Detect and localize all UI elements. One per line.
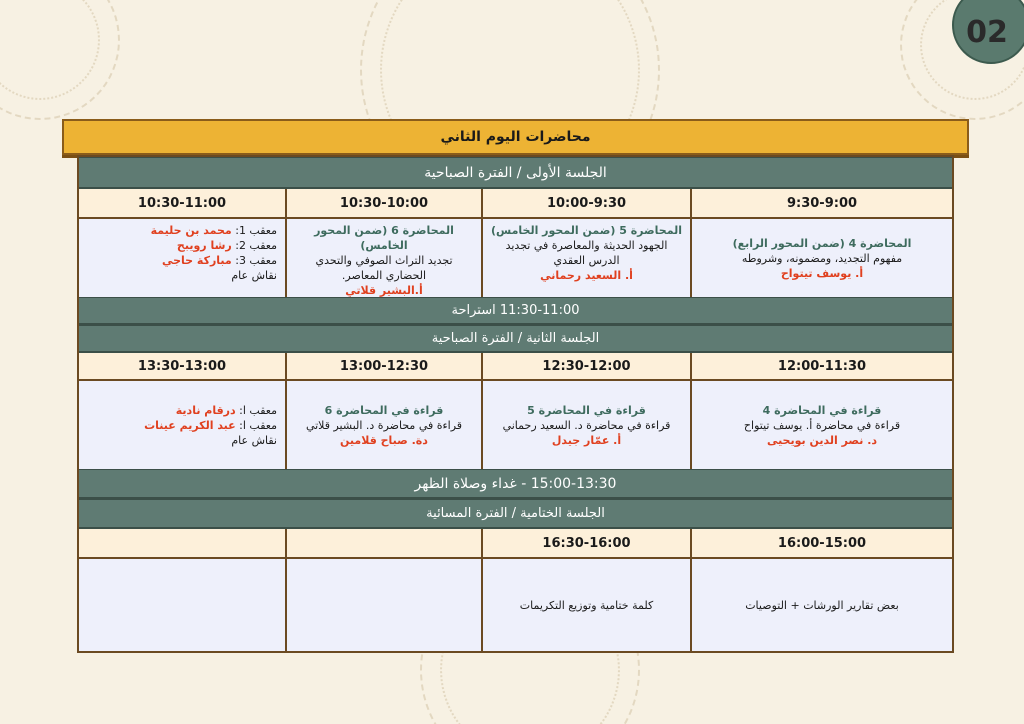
closing-text: كلمة ختامية وتوزيع التكريمات: [519, 598, 654, 612]
reading-speaker: أ. عمّار جيدل: [551, 433, 622, 447]
time-cell: 12:00-11:30: [690, 353, 952, 381]
time-cell: 16:30-16:00: [481, 529, 690, 559]
session2-times-row: [79, 353, 952, 381]
reading-speaker: د. نصر الدين بويحيى: [766, 433, 878, 447]
time-cell: 9:30-9:00: [690, 189, 952, 219]
session1-times-row: [79, 189, 952, 219]
reading-heading: قراءة في المحاضرة 5: [527, 403, 646, 417]
page-title: محاضرات اليوم الثاني: [62, 119, 969, 155]
lecture-text: تجديد التراث الصوفي والتحدي الحضاري المعاصر.: [315, 254, 453, 282]
lecture-speaker: أ. السعيد رحماني: [540, 269, 633, 282]
page-number-badge: 02: [952, 0, 1024, 64]
discussant-name: رشا رويبح: [176, 239, 232, 252]
lecture-cell: [481, 219, 690, 297]
session1-header: الجلسة الأولى / الفترة الصباحية: [79, 157, 952, 189]
session3-times-row: [79, 529, 952, 559]
discussant-name: عبد الكريم عينات: [144, 418, 236, 432]
time-cell: 16:00-15:00: [690, 529, 952, 559]
reading-heading: قراءة في المحاضرة 6: [324, 403, 444, 417]
discussant-label: معقب ا:: [235, 418, 277, 432]
discussant-label: معقب 3:: [231, 254, 277, 267]
lecture-heading: المحاضرة 4 (ضمن المحور الرابع): [732, 236, 912, 250]
time-cell: [285, 529, 481, 559]
time-cell: 13:30-13:00: [79, 353, 285, 381]
schedule-table: [77, 155, 954, 653]
discussant-name: مباركة حاجي: [161, 254, 232, 267]
break-band: 11:30-11:00 استراحة: [79, 297, 952, 325]
session1-content-row: [79, 219, 952, 297]
discussant-name: درقام نادية: [175, 403, 236, 417]
lunch-band: 15:00-13:30 - غداء وصلاة الظهر: [79, 469, 952, 499]
empty-cell: [79, 559, 285, 651]
time-cell: [79, 529, 285, 559]
discussant-line: [87, 253, 277, 268]
session3-header: الجلسة الختامية / الفترة المسائية: [79, 499, 952, 529]
lecture-heading: المحاضرة 6 (ضمن المحور الخامس): [314, 224, 454, 252]
discussants-cell: [79, 381, 285, 469]
discussant-label: معقب 1:: [231, 224, 277, 237]
reading-cell: [285, 381, 481, 469]
closing-cell: [690, 559, 952, 651]
lecture-text: مفهوم التجديد، ومضمونه، وشروطه: [741, 251, 903, 265]
general-discussion: نقاش عام: [231, 269, 277, 282]
corner-ornament-left: [0, 0, 120, 120]
time-cell: 13:00-12:30: [285, 353, 481, 381]
reading-cell: [481, 381, 690, 469]
lecture-speaker: أ. يوسف تيتواح: [780, 266, 864, 280]
discussant-label: معقب 2:: [231, 239, 277, 252]
session3-content-row: [79, 559, 952, 651]
reading-heading: قراءة في المحاضرة 4: [762, 403, 882, 417]
time-cell: 10:00-9:30: [481, 189, 690, 219]
closing-cell: [481, 559, 690, 651]
reading-text: قراءة في محاضرة د. السعيد رحماني: [502, 418, 671, 432]
lecture-speaker: أ.البشير قلاتي: [345, 284, 423, 297]
general-discussion: نقاش عام: [231, 433, 277, 447]
time-cell: 10:30-10:00: [285, 189, 481, 219]
empty-cell: [285, 559, 481, 651]
lecture-cell: [690, 219, 952, 297]
lecture-heading: المحاضرة 5 (ضمن المحور الخامس): [491, 224, 682, 237]
discussant-name: محمد بن حليمة: [150, 224, 232, 237]
session2-content-row: [79, 381, 952, 469]
reading-cell: [690, 381, 952, 469]
discussants-cell: [79, 219, 285, 297]
time-cell: 12:30-12:00: [481, 353, 690, 381]
discussant-line: [87, 403, 277, 418]
time-cell: 10:30-11:00: [79, 189, 285, 219]
closing-text: بعض تقارير الورشات + التوصيات: [745, 598, 899, 612]
discussant-label: معقب ا:: [235, 403, 277, 417]
reading-text: قراءة في محاضرة د. البشير قلاتي: [305, 418, 463, 432]
lecture-cell: [285, 219, 481, 297]
reading-speaker: دة. صباح قلامين: [340, 433, 428, 447]
lecture-text: الجهود الحديثة والمعاصرة في تجديد الدرس العقدي: [505, 239, 668, 267]
discussant-line: [87, 238, 277, 253]
discussant-line: [87, 223, 277, 238]
reading-text: قراءة في محاضرة أ. يوسف تيتواح: [743, 418, 901, 432]
discussant-line: [87, 418, 277, 433]
session2-header: الجلسة الثانية / الفترة الصباحية: [79, 325, 952, 353]
